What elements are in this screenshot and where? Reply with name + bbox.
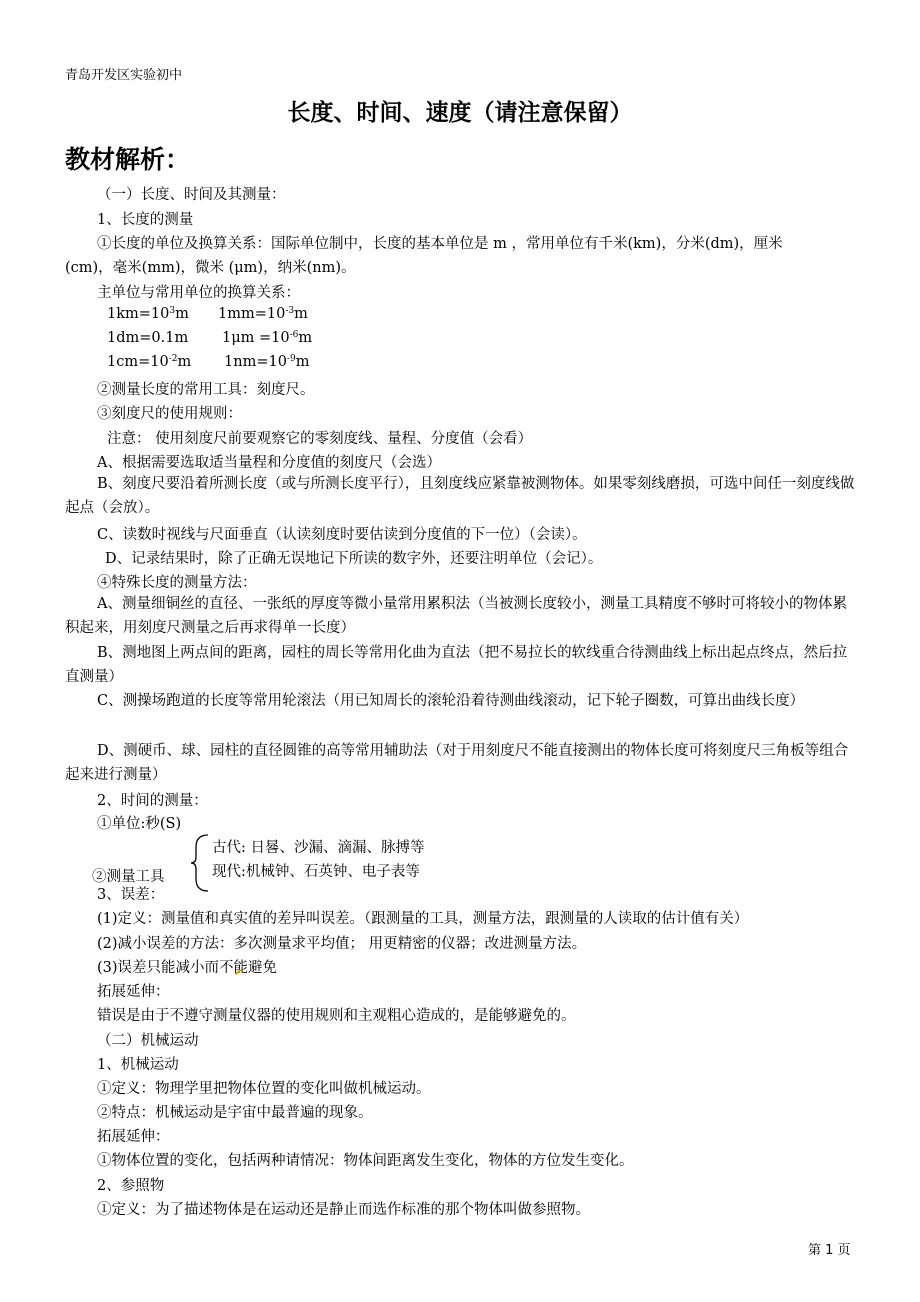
special-b: B、测地图上两点间的距离，园柱的周长等常用化曲为直法（把不易拉长的软线重合待测曲线上标出起点终点，然后拉直测量） bbox=[65, 645, 848, 685]
error-reduce: (2)减小误差的方法：多次测量求平均值； 用更精密的仪器；改进测量方法。 bbox=[97, 936, 587, 952]
error-heading: 3、误差： bbox=[97, 887, 165, 903]
length-tool: ②测量长度的常用工具：刻度尺。 bbox=[97, 382, 315, 398]
rules-note: 注意： 使用刻度尺前要观察它的零刻度线、量程、分度值（会看） bbox=[107, 431, 533, 447]
conversion-um: $1\mu m =10^{-6}m$ bbox=[222, 330, 313, 346]
time-tool-modern: 现代:机械钟、石英钟、电子表等 bbox=[212, 864, 420, 880]
special-c: C、测操场跑道的长度等常用轮滚法（用已知周长的滚轮沿着待测曲线滚动，记下轮子圈数，可算出曲线长度） bbox=[97, 693, 805, 709]
rule-d: D、记录结果时，除了正确无误地记下所读的数字外，还要注明单位（会记）。 bbox=[105, 551, 603, 567]
time-tools-label: ②测量工具 bbox=[92, 869, 165, 885]
reference-heading: 2、参照物 bbox=[97, 1178, 165, 1194]
rule-a: A、根据需要选取适当量程和分度值的刻度尺（会选） bbox=[97, 455, 441, 471]
conversion-dm: 1dm=0.1m bbox=[107, 330, 189, 346]
time-tool-ancient: 古代: 日晷、沙漏、滴漏、脉搏等 bbox=[212, 840, 425, 856]
conversion-heading: 主单位与常用单位的换算关系： bbox=[97, 285, 300, 301]
motion-ext-text: ①物体位置的变化，包括两种请情况：物体间距离发生变化，物体的方位发生变化。 bbox=[97, 1153, 634, 1169]
rule-c: C、读数时视线与尺面垂直（认读刻度时要估读到分度值的下一位）（会读）。 bbox=[97, 527, 587, 543]
motion-ext-heading: 拓展延伸： bbox=[97, 1129, 170, 1145]
time-unit: ①单位:秒(S) bbox=[97, 816, 182, 832]
error-ext-text: 错误是由于不遵守测量仪器的使用规则和主观粗心造成的，是能够避免的。 bbox=[97, 1008, 576, 1024]
part2-heading: （二）机械运动 bbox=[97, 1033, 199, 1049]
error-ext-heading: 拓展延伸： bbox=[97, 984, 170, 1000]
special-heading: ④特殊长度的测量方法： bbox=[97, 575, 257, 591]
conversion-cm: $1cm=10^{-2}m$ bbox=[107, 354, 192, 370]
units-line1: ①长度的单位及换算关系：国际单位制中，长度的基本单位是 m ，常用单位有千米(km)，分米(dm)，厘米 bbox=[97, 236, 783, 252]
motion-feature: ②特点：机械运动是宇宙中最普遍的现象。 bbox=[97, 1105, 373, 1121]
rules-heading: ③刻度尺的使用规则： bbox=[97, 406, 242, 422]
conversion-nm: $1nm=10^{-9}m$ bbox=[224, 354, 310, 370]
part1-heading: （一）长度、时间及其测量： bbox=[97, 187, 286, 203]
special-a: A、测量细铜丝的直径、一张纸的厚度等微小量常用累积法（当被测长度较小，测量工具精度不够时可将较小的物体累积起来，用刻度尺测量之后再求得单一长度） bbox=[65, 596, 847, 636]
time-heading: 2、时间的测量： bbox=[97, 793, 208, 809]
section-heading: 教材解析： bbox=[65, 145, 191, 174]
brace-icon bbox=[190, 833, 212, 893]
page-number: 第 1 页 bbox=[808, 1243, 851, 1258]
error-note: (3)误差只能减小而不能避免 bbox=[97, 960, 278, 976]
conversion-mm: $1mm=10^{-3}m$ bbox=[218, 306, 308, 322]
error-definition: (1)定义：测量值和真实值的差异叫误差。（跟测量的工具，测量方法，跟测量的人读取的估计值有关） bbox=[97, 911, 749, 927]
reference-definition: ①定义：为了描述物体是在运动还是静止而选作标准的那个物体叫做参照物。 bbox=[97, 1202, 590, 1218]
conversion-km: $1km=10^3m$ bbox=[107, 306, 189, 322]
motion-definition: ①定义：物理学里把物体位置的变化叫做机械运动。 bbox=[97, 1081, 431, 1097]
rule-b: B、刻度尺要沿着所测长度（或与所测长度平行），且刻度线应紧靠被测物体。如果零刻线磨损，可选中间任一刻度线做起点（会放）。 bbox=[65, 476, 855, 516]
units-line2: (cm)，毫米(mm)，微米 (μm)，纳米(nm)。 bbox=[65, 260, 356, 276]
motion-heading: 1、机械运动 bbox=[97, 1057, 179, 1073]
school-header: 青岛开发区实验初中 bbox=[65, 68, 183, 83]
page-title: 长度、时间、速度（请注意保留） bbox=[287, 100, 633, 126]
length-heading: 1、长度的测量 bbox=[97, 212, 194, 228]
special-d: D、测硬币、球、园柱的直径圆锥的高等常用辅助法（对于用刻度尺不能直接测出的物体长度可将刻度尺三角板等组合起来进行测量） bbox=[65, 743, 849, 783]
